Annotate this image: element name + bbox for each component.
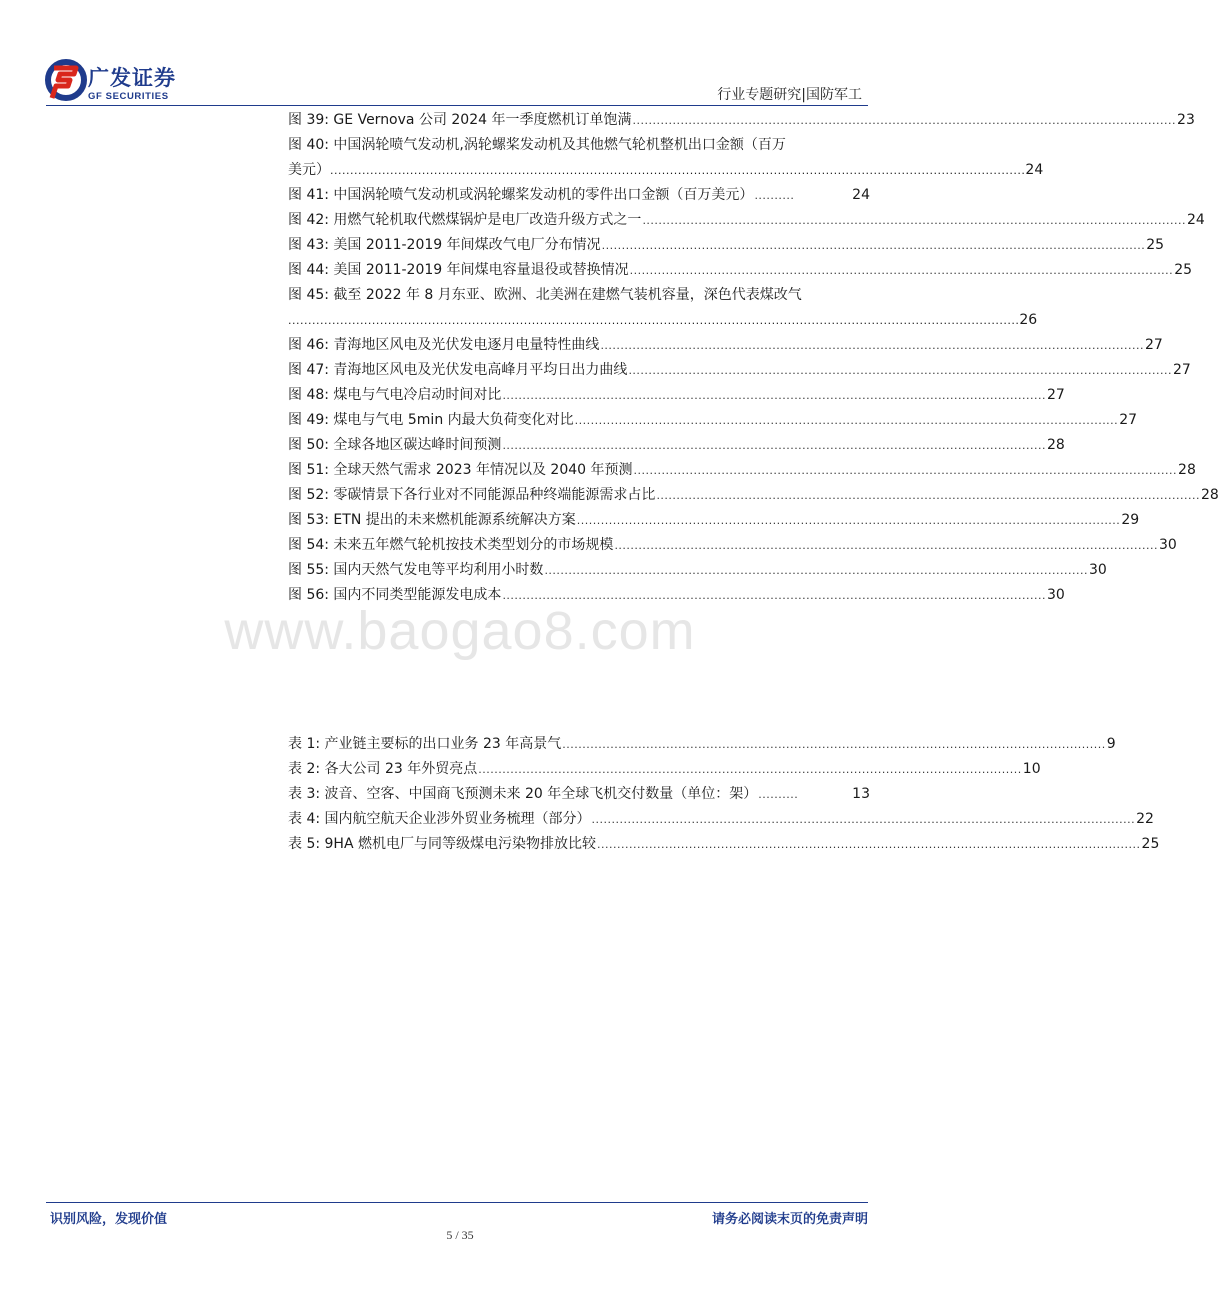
leader-dots: ........................................................................................................................................ [544,564,1088,577]
entry-page: 27 [1119,412,1138,428]
leader-dots: ........................................................................................................................................ [629,264,1174,277]
toc-entry-fig52[interactable] [288,483,1219,508]
entry-label: 图 54: 未来五年燃气轮机按技术类型划分的市场规模 [288,537,614,553]
entry-label: 图 42: 用燃气轮机取代燃煤锅炉是电厂改造升级方式之一 [288,212,642,228]
report-category: 行业专题研究|国防军工 [717,87,862,103]
leader-dots: .............................................................................................................................................................................. [330,164,1026,177]
brand-name-en: GF SECURITIES [88,91,169,102]
entry-page: 23 [1177,112,1195,128]
entry-label: 表 4: 国内航空航天企业涉外贸业务梳理（部分） [288,811,591,827]
entry-label: 图 46: 青海地区风电及光伏发电逐月电量特性曲线 [288,337,600,353]
leader-dots: .......... [754,189,795,202]
entry-label: 图 48: 煤电与气电冷启动时间对比 [288,387,502,403]
leader-dots: ....................................................................................................................................................................................... [288,314,1020,327]
entry-page: 24 [1186,212,1205,228]
leader-dots: ........................................................................................................................................ [597,838,1141,851]
entry-page: 25 [1146,237,1165,253]
leader-dots: ........................................................................................................................................ [478,763,1022,776]
leader-dots: ........................................................................................................................................ [633,464,1178,477]
toc-entry-fig39[interactable] [288,108,1195,133]
entry-label: 表 1: 产业链主要标的出口业务 23 年高景气 [288,736,562,752]
entry-page: 30 [1088,562,1107,578]
entry-page: 30 [1158,537,1177,553]
footer-slogan: 识别风险，发现价值 [50,1212,168,1227]
leader-dots: ........................................................................................................................................ [642,214,1186,227]
entry-page: 27 [1144,337,1163,353]
figure-list [288,108,1219,608]
entry-page: 10 [1022,761,1041,777]
entry-label: 图 49: 煤电与气电 5min 内最大负荷变化对比 [288,412,574,428]
toc-entry-fig48[interactable] [288,383,1065,408]
toc-entry-fig42[interactable] [288,208,1205,233]
leader-dots: ........................................................................................................................................ [576,514,1121,527]
brand-name-cn: 广发证券 [88,66,176,90]
toc-entry-fig54[interactable] [288,533,1177,558]
page-header [0,0,920,110]
leader-dots: ........................................................................................................................................ [632,114,1177,127]
entry-label: 表 3: 波音、空客、中国商飞预测未来 20 年全球飞机交付数量（单位：架） [288,786,758,802]
entry-label: 图 56: 国内不同类型能源发电成本 [288,587,502,603]
entry-label: 图 55: 国内天然气发电等平均利用小时数 [288,562,544,578]
leader-dots: ........................................................................................................................................ [502,389,1046,402]
leader-dots: ........................................................................................................................................ [614,539,1158,552]
entry-label: 图 47: 青海地区风电及光伏发电高峰月平均日出力曲线 [288,362,628,378]
entry-page: 30 [1046,587,1065,603]
entry-label: 图 40: 中国涡轮喷气发动机,涡轮螺桨发动机及其他燃气轮机整机出口金额（百万 [288,137,786,153]
toc-entry-fig40-cont[interactable] [288,158,1044,183]
entry-page: 9 [1106,736,1116,752]
footer-divider [46,1202,868,1203]
toc-entry-fig55[interactable] [288,558,1107,583]
entry-label: 图 45: 截至 2022 年 8 月东亚、欧洲、北美洲在建燃气装机容量，深色代表煤改气 [288,287,802,303]
entry-label: 图 43: 美国 2011-2019 年间煤改气电厂分布情况 [288,237,601,253]
entry-page: 28 [1200,487,1219,503]
entry-page: 24 [852,187,870,203]
entry-label-cont: 美元） [288,162,330,178]
entry-label: 图 44: 美国 2011-2019 年间煤电容量退役或替换情况 [288,262,629,278]
toc-entry-fig49[interactable] [288,408,1138,433]
entry-page: 24 [1025,162,1044,178]
header-divider [46,105,868,106]
footer-disclaimer-note: 请务必阅读末页的免责声明 [711,1212,868,1227]
toc-entry-fig45-cont[interactable] [288,308,1038,333]
toc-entry-table2[interactable] [288,757,1041,782]
entry-page: 28 [1178,462,1196,478]
page-number: 5 / 35 [446,1228,474,1242]
leader-dots: ........................................................................................................................................ [628,364,1172,377]
leader-dots: ........................................................................................................................................ [502,439,1046,452]
watermark: www.baogao8.com [224,601,696,661]
entry-page: 25 [1174,262,1193,278]
toc-entry-fig43[interactable] [288,233,1165,258]
entry-label: 图 52: 零碳情景下各行业对不同能源品种终端能源需求占比 [288,487,656,503]
entry-page: 13 [852,786,870,802]
entry-page: 28 [1046,437,1065,453]
toc-entry-fig44[interactable] [288,258,1193,283]
entry-label: 表 2: 各大公司 23 年外贸亮点 [288,761,478,777]
toc-entry-table3[interactable] [288,782,870,807]
entry-label: 图 50: 全球各地区碳达峰时间预测 [288,437,502,453]
toc-entry-table4[interactable] [288,807,1154,832]
leader-dots: ........................................................................................................................................ [562,738,1106,751]
entry-page: 29 [1121,512,1140,528]
leader-dots: ........................................................................................................................................ [502,589,1046,602]
table-list [288,732,1160,857]
entry-page: 27 [1172,362,1191,378]
entry-label: 图 51: 全球天然气需求 2023 年情况以及 2040 年预测 [288,462,633,478]
leader-dots: ........................................................................................................................................ [601,239,1146,252]
leader-dots: ........................................................................................................................................ [574,414,1119,427]
toc-entry-fig50[interactable] [288,433,1065,458]
entry-page: 25 [1141,836,1160,852]
entry-page: 26 [1019,312,1038,328]
toc-entry-fig41[interactable] [288,183,870,208]
toc-entry-table5[interactable] [288,832,1160,857]
leader-dots: ........................................................................................................................................ [591,813,1136,826]
leader-dots: .......... [758,788,799,801]
entry-label: 图 53: ETN 提出的未来燃机能源系统解决方案 [288,512,576,528]
toc-entry-fig40[interactable] [288,133,870,158]
entry-label: 图 39: GE Vernova 公司 2024 年一季度燃机订单饱满 [288,112,632,128]
entry-page: 22 [1136,811,1154,827]
toc-entry-fig51[interactable] [288,458,1196,483]
toc-entry-table1[interactable] [288,732,1116,757]
leader-dots: ........................................................................................................................................ [656,489,1200,502]
toc-entry-fig46[interactable] [288,333,1163,358]
leader-dots: ........................................................................................................................................ [600,339,1144,352]
entry-label: 图 41: 中国涡轮喷气发动机或涡轮螺桨发动机的零件出口金额（百万美元） [288,187,754,203]
toc-entry-fig53[interactable] [288,508,1140,533]
entry-page: 27 [1046,387,1065,403]
entry-label: 表 5: 9HA 燃机电厂与同等级煤电污染物排放比较 [288,836,596,852]
toc-entry-fig47[interactable] [288,358,1191,383]
toc-entry-fig45[interactable] [288,283,870,308]
